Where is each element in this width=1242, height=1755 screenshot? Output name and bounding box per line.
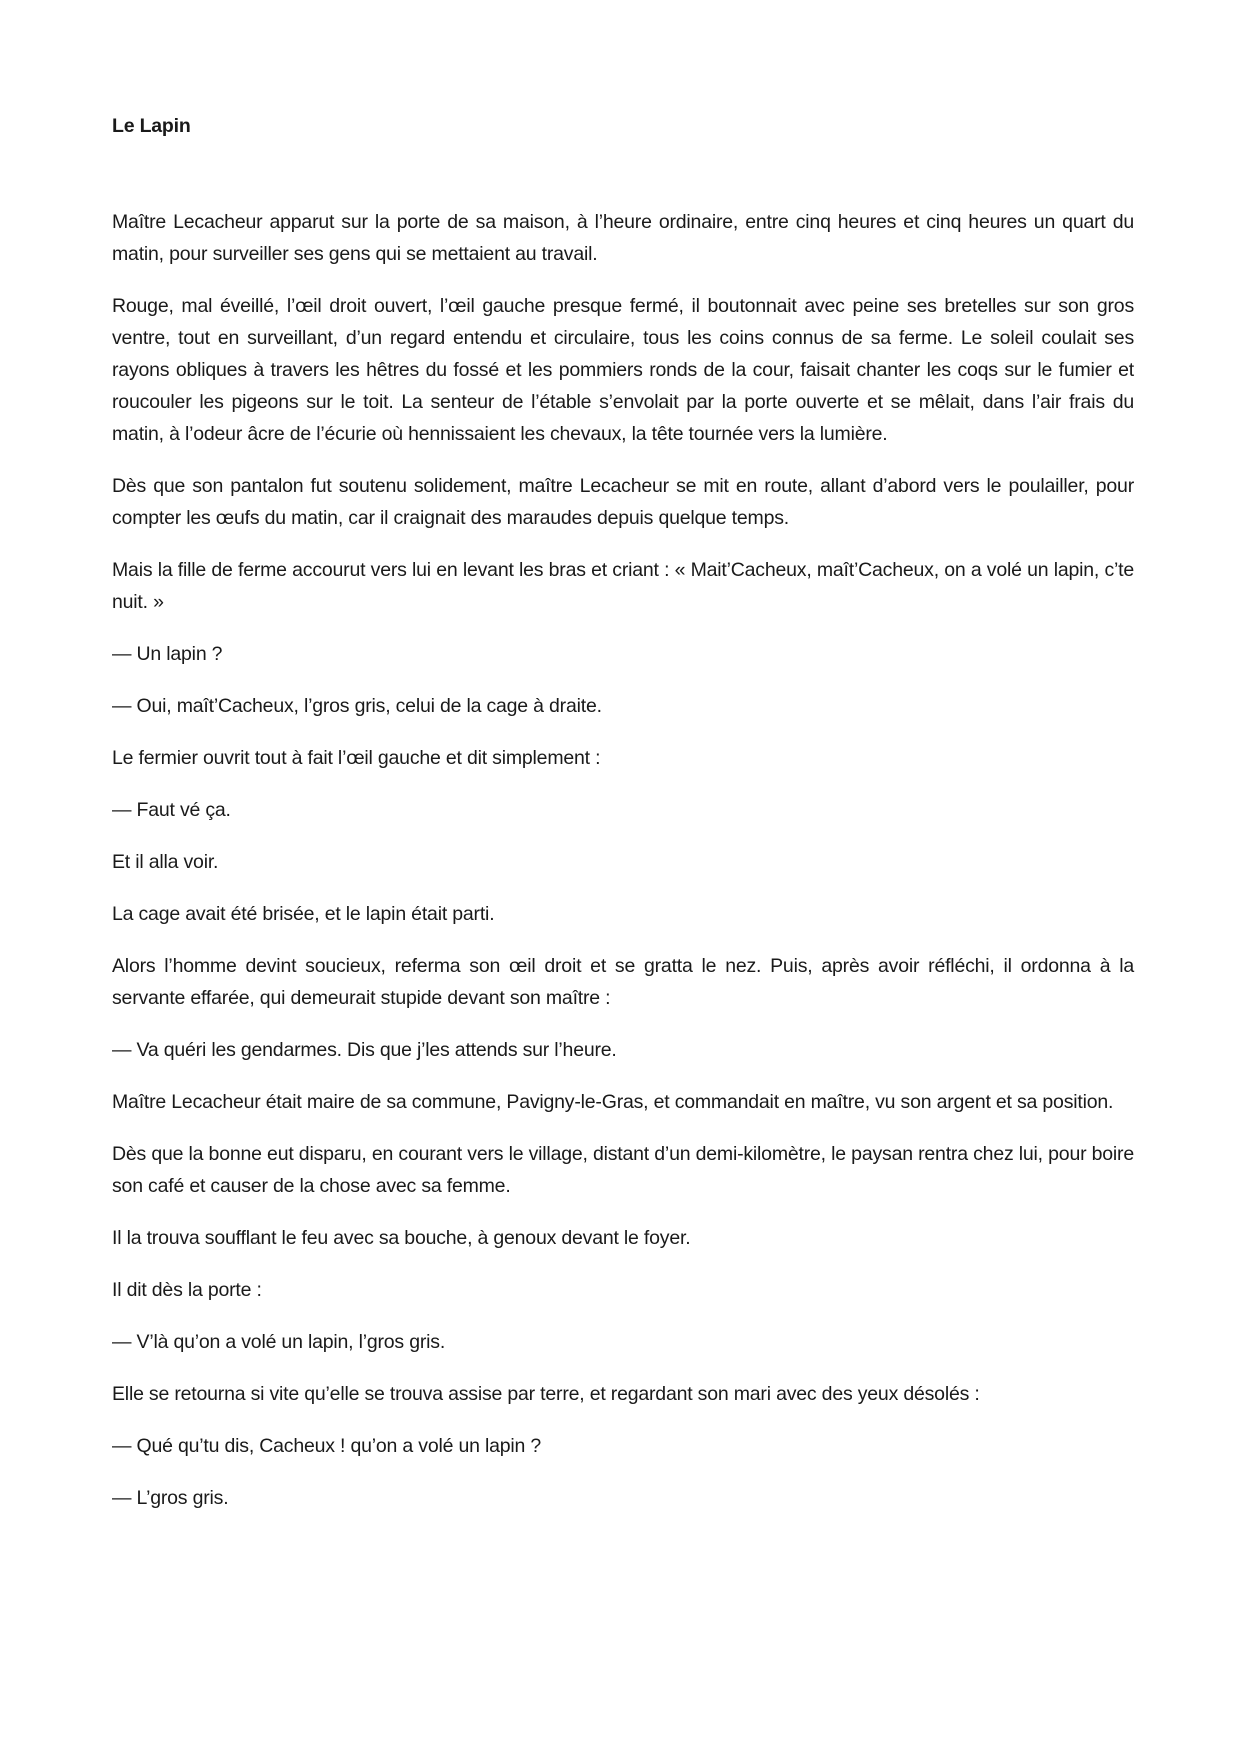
- paragraph: Rouge, mal éveillé, l’œil droit ouvert, l’œil gauche presque fermé, il boutonnait avec peine ses bretelles sur son gros ventre, tout en surveillant, d’un regard entendu et circulaire, tous les coins connus de sa ferme. Le soleil coulait ses rayons obliques à travers les hêtres du fossé et les pommiers ronds de la cour, faisait chanter les coqs sur le fumier et roucouler les pigeons sur le toit. La senteur de l’étable s’envolait par la porte ouverte et se mêlait, dans l’air frais du matin, à l’odeur âcre de l’écurie où hennissaient les chevaux, la tête tournée vers la lumière.: [112, 295, 1134, 445]
- paragraph: — Un lapin ?: [112, 643, 223, 665]
- paragraph: La cage avait été brisée, et le lapin était parti.: [112, 903, 495, 925]
- paragraph: Maître Lecacheur était maire de sa commune, Pavigny-le-Gras, et commandait en maître, vu son argent et sa position.: [112, 1091, 1114, 1113]
- paragraph: Il la trouva soufflant le feu avec sa bouche, à genoux devant le foyer.: [112, 1227, 691, 1249]
- paragraph: Il dit dès la porte :: [112, 1279, 262, 1301]
- paragraph: Dès que la bonne eut disparu, en courant vers le village, distant d’un demi-kilomètre, le paysan rentra chez lui, pour boire son café et causer de la chose avec sa femme.: [112, 1143, 1134, 1197]
- paragraph: Le fermier ouvrit tout à fait l’œil gauche et dit simplement :: [112, 747, 601, 769]
- paragraph: Alors l’homme devint soucieux, referma son œil droit et se gratta le nez. Puis, après avoir réfléchi, il ordonna à la servante effarée, qui demeurait stupide devant son maître :: [112, 955, 1134, 1009]
- paragraph: Et il alla voir.: [112, 851, 219, 873]
- paragraph: Elle se retourna si vite qu’elle se trouva assise par terre, et regardant son mari avec des yeux désolés :: [112, 1383, 980, 1405]
- paragraph: — Oui, maît’Cacheux, l’gros gris, celui de la cage à draite.: [112, 695, 602, 717]
- paragraph: — Faut vé ça.: [112, 799, 231, 821]
- paragraph: Mais la fille de ferme accourut vers lui en levant les bras et criant : « Mait’Cacheux, maît’Cacheux, on a volé un lapin, c’te nuit. »: [112, 559, 1134, 613]
- document-page: [112, 110, 1134, 1534]
- paragraph: Dès que son pantalon fut soutenu solidement, maître Lecacheur se mit en route, allant d’abord vers le poulailler, pour compter les œufs du matin, car il craignait des maraudes depuis quelque temps.: [112, 475, 1134, 529]
- paragraph: — L’gros gris.: [112, 1487, 229, 1509]
- paragraph: — V’là qu’on a volé un lapin, l’gros gris.: [112, 1331, 446, 1353]
- paragraph: — Qué qu’tu dis, Cacheux ! qu’on a volé un lapin ?: [112, 1435, 542, 1457]
- paragraph: — Va quéri les gendarmes. Dis que j’les attends sur l’heure.: [112, 1039, 617, 1061]
- paragraph: Maître Lecacheur apparut sur la porte de sa maison, à l’heure ordinaire, entre cinq heures et cinq heures un quart du matin, pour surveiller ses gens qui se mettaient au travail.: [112, 211, 1134, 265]
- document-title: Le Lapin: [112, 115, 191, 137]
